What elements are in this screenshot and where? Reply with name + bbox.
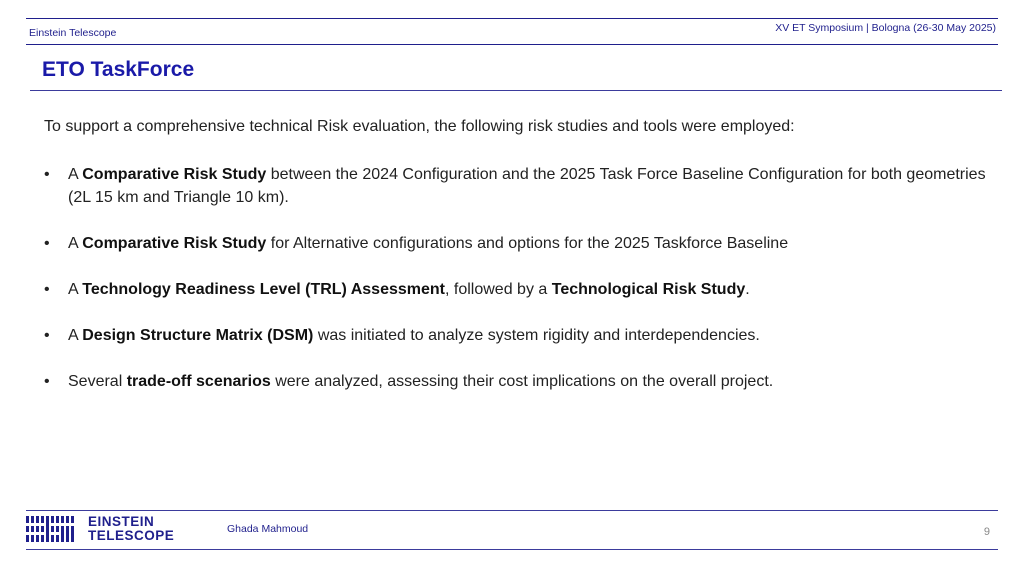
bullet-item: • A Comparative Risk Study between the 2024 Configuration and the 2025 Task Force Baseline Configuration for both geometries (2L 15 km and Triangle 10 km). bbox=[44, 163, 994, 209]
logo-line-1: EINSTEIN bbox=[88, 514, 155, 529]
bullet-item: • A Comparative Risk Study for Alternative configurations and options for the 2025 Taskforce Baseline bbox=[44, 232, 994, 255]
bullet-item: • Several trade-off scenarios were analyzed, assessing their cost implications on the overall project. bbox=[44, 370, 994, 393]
bullet-emphasis: Technology Readiness Level (TRL) Assessment bbox=[82, 281, 445, 298]
bullet-marker: • bbox=[44, 327, 50, 344]
et-logo-icon bbox=[26, 514, 76, 544]
logo-line-2: TELESCOPE bbox=[88, 528, 175, 543]
bullet-emphasis: Design Structure Matrix (DSM) bbox=[82, 327, 314, 344]
slide-title: ETO TaskForce bbox=[42, 58, 195, 81]
bullet-emphasis: trade-off scenarios bbox=[126, 373, 271, 390]
bullet-marker: • bbox=[44, 235, 50, 252]
bullet-emphasis: Technological Risk Study bbox=[551, 281, 746, 298]
bullet-item: • A Technology Readiness Level (TRL) Assessment, followed by a Technological Risk Study. bbox=[44, 278, 994, 301]
bullet-item: • A Design Structure Matrix (DSM) was initiated to analyze system rigidity and interdependencies. bbox=[44, 324, 994, 347]
footer-top-line bbox=[26, 510, 998, 511]
header-right-label: XV ET Symposium | Bologna (26-30 May 2025) bbox=[775, 22, 996, 34]
logo-wordmark bbox=[88, 515, 174, 543]
header-bottom-line bbox=[26, 44, 998, 45]
header-left-label: Einstein Telescope bbox=[29, 27, 117, 39]
bullet-list bbox=[44, 163, 994, 416]
author-name: Ghada Mahmoud bbox=[227, 523, 309, 535]
intro-text: To support a comprehensive technical Risk evaluation, the following risk studies and tools were employed: bbox=[44, 118, 795, 135]
header-top-line bbox=[26, 18, 998, 19]
bullet-marker: • bbox=[44, 373, 50, 390]
bullet-marker: • bbox=[44, 281, 50, 298]
einstein-telescope-logo bbox=[26, 514, 174, 544]
title-underline bbox=[30, 90, 1002, 91]
page-number: 9 bbox=[983, 526, 990, 538]
bullet-emphasis: Comparative Risk Study bbox=[82, 166, 267, 183]
bullet-emphasis: Comparative Risk Study bbox=[82, 235, 267, 252]
footer-bottom-line bbox=[26, 549, 998, 550]
bullet-marker: • bbox=[44, 166, 50, 183]
